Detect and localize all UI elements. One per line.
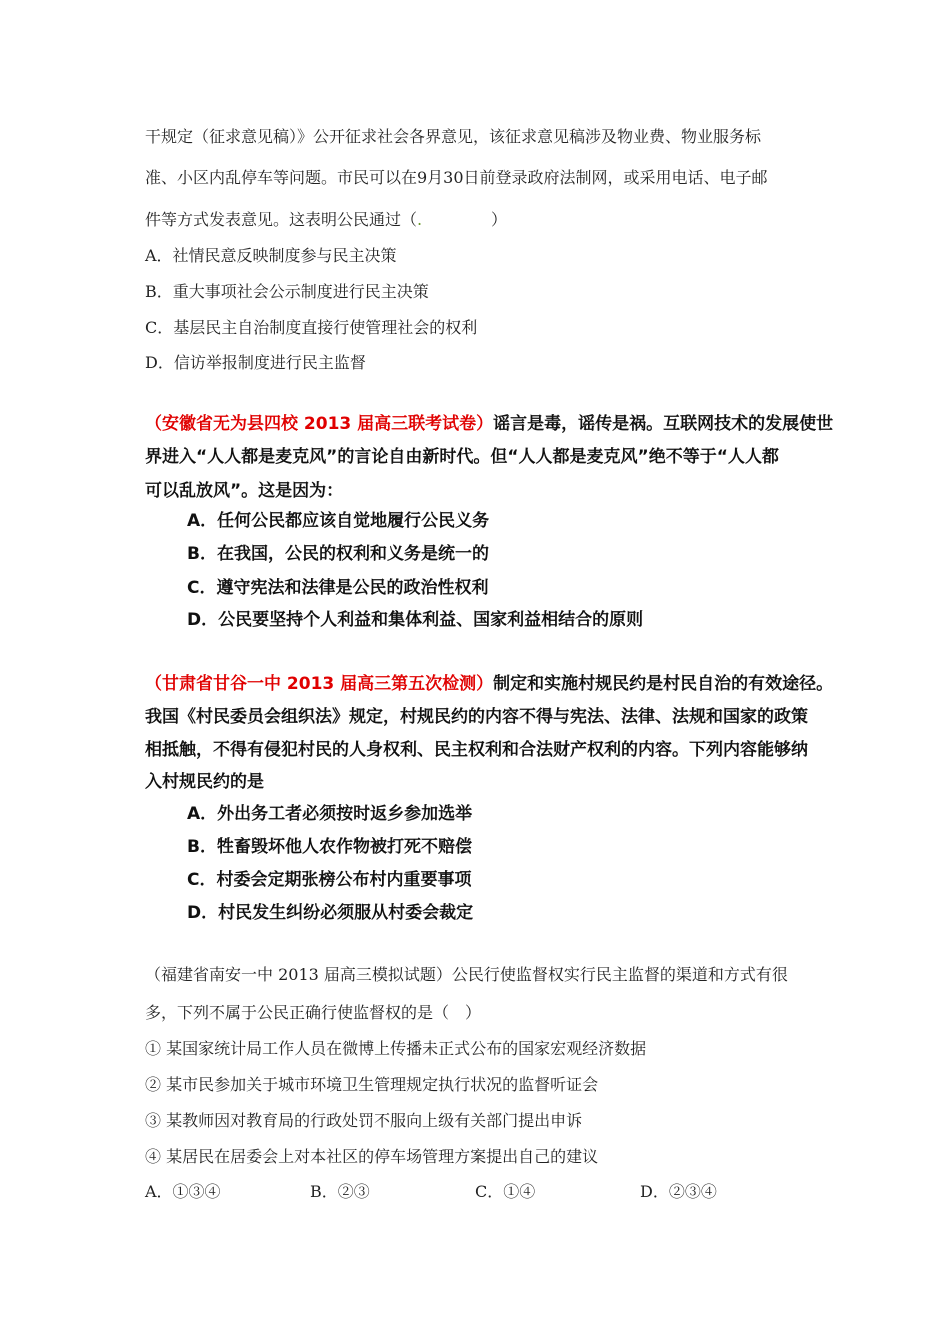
q1-line-2: 准、小区内乱停车等问题。市民可以在9月30日前登录政府法制网，或采用电话、电子邮: [145, 168, 768, 187]
q4-statement-1: ① 某国家统计局工作人员在微博上传播未正式公布的国家宏观经济数据: [145, 1039, 647, 1058]
q2-line-2: 界进入“人人都是麦克风”的言论自由新时代。但“人人都是麦克风”绝不等于“人人都: [145, 447, 779, 467]
q3-option-a: A．外出务工者必须按时返乡参加选举: [187, 804, 473, 824]
q1-option-b: B．重大事项社会公示制度进行民主决策: [145, 282, 429, 301]
q3-source: （甘肃省甘谷一中 2013 届高三第五次检测）: [145, 674, 494, 694]
q2-option-c: C．遵守宪法和法律是公民的政治性权利: [187, 578, 489, 598]
q4-choice-a: A．①③④: [145, 1182, 221, 1201]
q3-line-1-text: 制定和实施村规民约是村民自治的有效途径。: [493, 674, 834, 694]
q1-line-3: [145, 209, 507, 231]
answer-mark: .: [417, 210, 423, 229]
q4-line-2: 多，下列不属于公民正确行使监督权的是（ ）: [145, 1003, 482, 1022]
q1-line-1: 干规定（征求意见稿）》公开征求社会各界意见，该征求意见稿涉及物业费、物业服务标: [145, 127, 762, 146]
q3-line-2: 我国《村民委员会组织法》规定，村规民约的内容不得与宪法、法律、法规和国家的政策: [145, 707, 808, 727]
q2-source: （安徽省无为县四校 2013 届高三联考试卷）: [145, 414, 494, 434]
q1-option-d: D．信访举报制度进行民主监督: [145, 353, 366, 372]
q1-line-3-close: ）: [491, 210, 508, 229]
q4-line-1: （福建省南安一中 2013 届高三模拟试题）公民行使监督权实行民主监督的渠道和方式有很: [145, 965, 788, 984]
q2-line-3: 可以乱放风”。这是因为：: [145, 481, 344, 501]
q1-line-3-text: 件等方式发表意见。这表明公民通过（: [145, 210, 418, 229]
q3-option-b: B．牲畜毁坏他人农作物被打死不赔偿: [187, 837, 472, 857]
q1-option-a: A．社情民意反映制度参与民主决策: [145, 246, 397, 265]
answer-blank: [417, 209, 491, 231]
q4-choice-d: D．②③④: [640, 1182, 717, 1201]
q4-statement-3: ③ 某教师因对教育局的行政处罚不服向上级有关部门提出申诉: [145, 1111, 583, 1130]
q2-line-1-text: 谣言是毒，谣传是祸。互联网技术的发展使世: [493, 414, 834, 434]
q2-option-a: A．任何公民都应该自觉地履行公民义务: [187, 511, 490, 531]
q3-line-1: [145, 673, 833, 695]
q4-choice-c: C．①④: [475, 1182, 536, 1201]
q3-line-3: 相抵触，不得有侵犯村民的人身权利、民主权利和合法财产权利的内容。下列内容能够纳: [145, 740, 808, 760]
q4-choice-b: B．②③: [310, 1182, 370, 1201]
q2-option-d: D．公民要坚持个人利益和集体利益、国家利益相结合的原则: [187, 610, 644, 630]
q1-option-c: C．基层民主自治制度直接行使管理社会的权利: [145, 318, 478, 337]
q3-line-4: 入村规民约的是: [145, 772, 264, 792]
q4-statement-2: ② 某市民参加关于城市环境卫生管理规定执行状况的监督听证会: [145, 1075, 599, 1094]
q3-option-c: C．村委会定期张榜公布村内重要事项: [187, 870, 472, 890]
q2-option-b: B．在我国，公民的权利和义务是统一的: [187, 544, 489, 564]
q3-option-d: D．村民发生纠纷必须服从村委会裁定: [187, 903, 474, 923]
q4-statement-4: ④ 某居民在居委会上对本社区的停车场管理方案提出自己的建议: [145, 1147, 599, 1166]
q2-line-1: [145, 413, 833, 435]
